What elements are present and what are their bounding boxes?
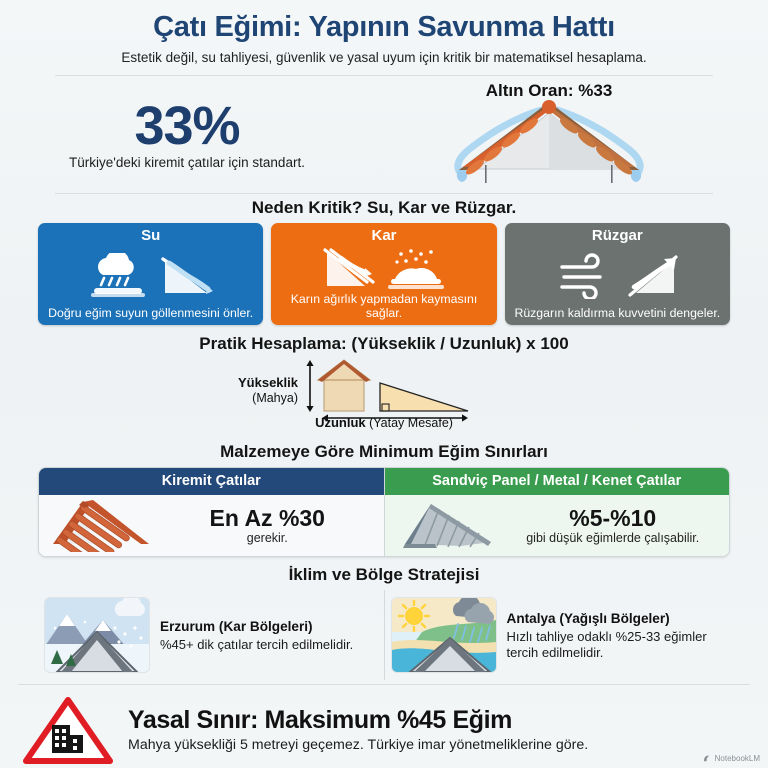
height-label-main: Yükseklik xyxy=(238,374,298,390)
clay-tile-roof-icon xyxy=(49,498,153,552)
materials-header-tile: Kiremit Çatılar xyxy=(39,468,384,495)
climate-region-antalya xyxy=(385,590,731,680)
climate-desc-antalya: Hızlı tahliye odaklı %25-33 eğimler tercih edilmelidir. xyxy=(506,628,707,660)
materials-values-tile xyxy=(161,505,374,546)
card-ruzgar-icons xyxy=(511,245,724,306)
card-ruzgar[interactable] xyxy=(505,223,730,325)
materials-note-tile: gerekir. xyxy=(246,530,288,545)
climate-region-erzurum xyxy=(38,590,385,680)
snow-scene-icon xyxy=(45,598,149,672)
card-su-icons xyxy=(44,245,257,306)
height-label xyxy=(238,375,298,406)
materials-body-tile xyxy=(39,495,384,556)
climate-name-erzurum: Erzurum (Kar Bölgeleri) xyxy=(160,618,313,634)
snow-pile-icon xyxy=(385,246,447,292)
length-label-sub: (Yatay Mesafe) xyxy=(369,416,453,431)
calc-section xyxy=(0,359,768,436)
page-title: Çatı Eğimi: Yapının Savunma Hattı xyxy=(153,11,615,43)
height-label-sub: (Mahya) xyxy=(252,390,298,405)
card-su[interactable] xyxy=(38,223,263,325)
card-kar-title: Kar xyxy=(371,227,397,245)
card-kar-text: Karın ağırlık yapmadan kaymasını sağlar. xyxy=(290,292,478,321)
materials-section-title: Malzemeye Göre Minimum Eğim Sınırları xyxy=(220,441,548,461)
legal-section xyxy=(0,685,768,768)
length-label xyxy=(30,415,738,430)
legal-desc: Mahya yüksekliği 5 metreyi geçemez. Türkiye imar yönetmeliklerine göre. xyxy=(128,737,589,754)
coastal-rain-scene-icon xyxy=(392,598,496,672)
page-subtitle: Estetik değil, su tahliyesi, güvenlik ve yasal uyum için kritik bir matematiksel hesaplama. xyxy=(121,50,647,65)
length-label-main: Uzunluk xyxy=(315,415,366,431)
snow-slide-icon xyxy=(321,246,379,292)
climate-section-title: İklim ve Bölge Stratejisi xyxy=(288,565,480,585)
snowy-mountain-roof-thumb xyxy=(44,597,150,673)
climate-section xyxy=(0,590,768,680)
climate-text-erzurum xyxy=(160,618,353,653)
divider-golden xyxy=(55,193,713,194)
card-kar[interactable] xyxy=(271,223,496,325)
watermark xyxy=(703,754,760,763)
calc-section-title: Pratik Hesaplama: (Yükseklik / Uzunluk) x 100 xyxy=(199,334,569,354)
materials-value-tile: En Az %30 xyxy=(209,504,325,531)
golden-ratio-value: 33% xyxy=(134,95,240,156)
warning-triangle-building-icon xyxy=(22,695,114,765)
why-cards xyxy=(0,223,768,325)
roof-illustration xyxy=(352,99,746,183)
card-kar-icons xyxy=(277,245,490,292)
golden-ratio-stat xyxy=(22,93,352,170)
materials-values-metal xyxy=(507,505,720,546)
legal-text xyxy=(128,705,588,754)
calc-diagram xyxy=(30,359,738,421)
materials-section xyxy=(0,467,768,557)
materials-value-metal: %5-%10 xyxy=(569,504,657,531)
climate-name-antalya: Antalya (Yağışlı Bölgeler) xyxy=(506,610,670,626)
wind-icon xyxy=(554,253,616,299)
card-ruzgar-title: Rüzgar xyxy=(591,227,643,245)
materials-note-metal: gibi düşük eğimlerde çalışabilir. xyxy=(526,530,700,545)
legal-title: Yasal Sınır: Maksimum %45 Eğim xyxy=(128,706,512,735)
golden-ratio-illustration-wrap xyxy=(352,79,746,183)
card-su-text: Doğru eğim suyun göllenmesini önler. xyxy=(48,306,254,321)
slope-formula-diagram-icon xyxy=(300,357,530,423)
sunny-coast-rain-roof-thumb xyxy=(391,597,497,673)
watermark-label: NotebookLM xyxy=(714,754,760,763)
gable-roof-water-icon xyxy=(352,99,746,183)
notebooklm-logo-icon xyxy=(703,754,712,763)
metal-standing-seam-roof-icon xyxy=(395,498,499,552)
golden-ratio-caption: Türkiye'deki kiremit çatılar için standart. xyxy=(69,154,305,170)
golden-ratio-title: Altın Oran: %33 xyxy=(485,81,613,100)
materials-column-metal xyxy=(385,468,730,556)
water-slope-icon xyxy=(157,253,215,299)
why-section-title: Neden Kritik? Su, Kar ve Rüzgar. xyxy=(251,198,517,218)
rain-cloud-icon xyxy=(87,253,151,299)
card-su-title: Su xyxy=(141,227,161,245)
card-ruzgar-text: Rüzgarın kaldırma kuvvetini dengeler. xyxy=(514,306,721,321)
header xyxy=(0,0,768,66)
climate-text-antalya xyxy=(507,610,725,661)
materials-table xyxy=(38,467,730,557)
golden-ratio-section xyxy=(0,76,768,184)
climate-desc-erzurum: %45+ dik çatılar tercih edilmelidir. xyxy=(160,636,354,652)
materials-header-metal: Sandviç Panel / Metal / Kenet Çatılar xyxy=(385,468,730,495)
materials-column-tile xyxy=(39,468,385,556)
materials-body-metal xyxy=(385,495,730,556)
uplift-slope-icon xyxy=(622,253,680,299)
